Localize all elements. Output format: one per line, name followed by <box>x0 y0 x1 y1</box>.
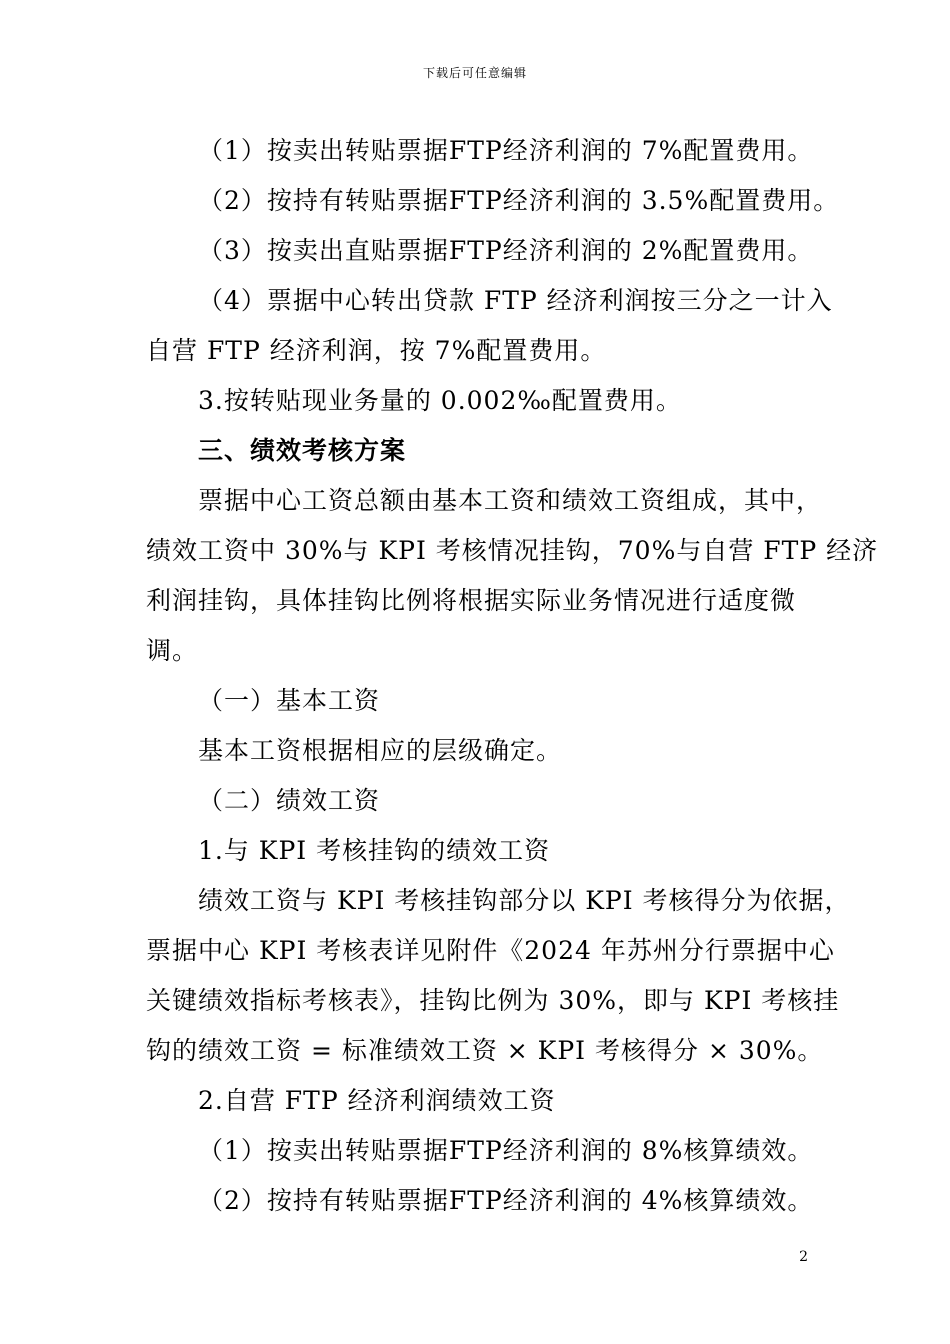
paragraph-line: 钩的绩效工资 = 标准绩效工资 × KPI 考核得分 × 30%。 <box>146 1036 824 1065</box>
paragraph-line: 利润挂钩，具体挂钩比例将根据实际业务情况进行适度微 <box>146 586 797 615</box>
paragraph-line: （4）票据中心转出贷款 FTP 经济利润按三分之一计入 <box>198 286 833 315</box>
paragraph-line: 票据中心 KPI 考核表详见附件《2024 年苏州分行票据中心 <box>146 936 835 965</box>
paragraph-line: 票据中心工资总额由基本工资和绩效工资组成，其中， <box>198 486 823 515</box>
page-number: 2 <box>799 1249 808 1265</box>
section-heading: 三、绩效考核方案 <box>198 436 407 465</box>
subsection-heading: （二）绩效工资 <box>198 786 381 815</box>
paragraph-line: （1）按卖出转贴票据FTP经济利润的 7%配置费用。 <box>198 136 814 165</box>
paragraph-line: 2.自营 FTP 经济利润绩效工资 <box>198 1086 556 1115</box>
paragraph-line: 绩效工资与 KPI 考核挂钩部分以 KPI 考核得分为依据， <box>198 886 851 915</box>
paragraph-line: 调。 <box>146 636 199 665</box>
page-header-note: 下载后可任意编辑 <box>422 66 527 80</box>
paragraph-line: 绩效工资中 30%与 KPI 考核情况挂钩，70%与自营 FTP 经济 <box>146 536 879 565</box>
paragraph-line: 1.与 KPI 考核挂钩的绩效工资 <box>198 836 551 865</box>
paragraph-line: 关键绩效指标考核表》，挂钩比例为 30%，即与 KPI 考核挂 <box>146 986 840 1015</box>
subsection-heading: （一）基本工资 <box>198 686 381 715</box>
paragraph-line: （2）按持有转贴票据FTP经济利润的 4%核算绩效。 <box>198 1186 814 1215</box>
paragraph-line: 自营 FTP 经济利润，按 7%配置费用。 <box>146 336 607 365</box>
paragraph-line: 基本工资根据相应的层级确定。 <box>198 736 563 765</box>
paragraph-line: （2）按持有转贴票据FTP经济利润的 3.5%配置费用。 <box>198 186 840 215</box>
document-body <box>146 126 879 1226</box>
paragraph-line: （1）按卖出转贴票据FTP经济利润的 8%核算绩效。 <box>198 1136 814 1165</box>
paragraph-line: 3.按转贴现业务量的 0.002‰配置费用。 <box>198 386 682 415</box>
paragraph-line: （3）按卖出直贴票据FTP经济利润的 2%配置费用。 <box>198 236 814 265</box>
